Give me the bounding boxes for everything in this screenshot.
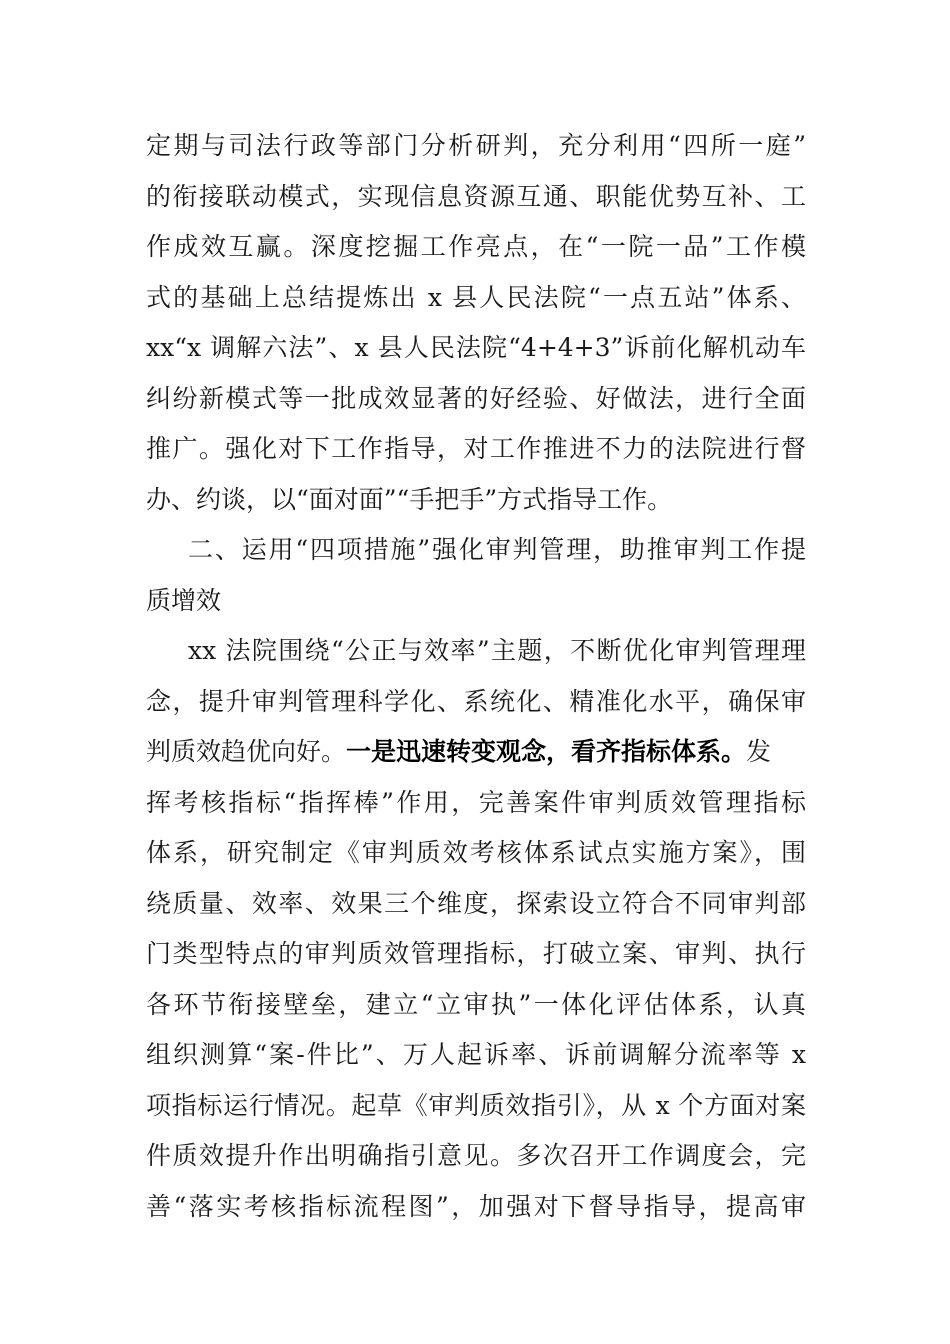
text-line: 善“落实考核指标流程图”，加强对下督导指导，提高审	[146, 1191, 806, 1221]
text-line: 项指标运行情况。起草《审判质效指引》，从 x 个方面对案	[146, 1090, 806, 1120]
text-line: 门类型特点的审判质效管理指标，打破立案、审判、执行	[146, 939, 806, 968]
bold-lead-phrase: 一是迅速转变观念，看齐指标体系。	[346, 737, 747, 766]
text-line: 推广。强化对下工作指导，对工作推进不力的法院进行督	[146, 434, 806, 463]
text-line: 作成效互赢。深度挖掘工作亮点，在“一院一品”工作模	[146, 232, 806, 261]
text-line: 念，提升审判管理科学化、系统化、精准化水平，确保审	[146, 686, 806, 716]
text-line: 办、约谈，以“面对面”“手把手”方式指导工作。	[146, 484, 673, 514]
text-line: 件质效提升作出明确指引意见。多次召开工作调度会，完	[146, 1141, 806, 1170]
text-line: 各环节衔接壁垒，建立“立审执”一体化评估体系，认真	[146, 989, 806, 1019]
text-line: 体系，研究制定《审判质效考核体系试点实施方案》，围	[146, 838, 806, 867]
text-line: 挥考核指标“指挥棒”作用，完善案件审判质效管理指标	[146, 787, 806, 817]
section-heading-line: 质增效	[146, 585, 222, 615]
section-heading-line: 二、运用“四项措施”强化审判管理，助推审判工作提	[188, 535, 806, 564]
text-line: 组织测算“案-件比”、万人起诉率、诉前调解分流率等 x	[146, 1040, 806, 1069]
text-line: xx“x 调解六法”、x 县人民法院“4+4+3”诉前化解机动车	[146, 333, 806, 362]
text-line: 定期与司法行政等部门分析研判，充分利用“四所一庭”	[146, 131, 806, 160]
document-body	[146, 131, 806, 1242]
text-run: 判质效趋优向好。	[146, 737, 347, 766]
text-line: 绕质量、效率、效果三个维度，探索设立符合不同审判部	[146, 888, 806, 918]
text-line: 的衔接联动模式，实现信息资源互通、职能优势互补、工	[146, 181, 806, 211]
text-run: 发	[746, 737, 772, 766]
text-line-with-bold	[146, 737, 806, 788]
text-line: xx 法院围绕“公正与效率”主题，不断优化审判管理理	[188, 636, 806, 665]
text-line: 式的基础上总结提炼出 x 县人民法院“一点五站”体系、	[146, 282, 806, 312]
text-line: 纠纷新模式等一批成效显著的好经验、好做法，进行全面	[146, 383, 806, 413]
